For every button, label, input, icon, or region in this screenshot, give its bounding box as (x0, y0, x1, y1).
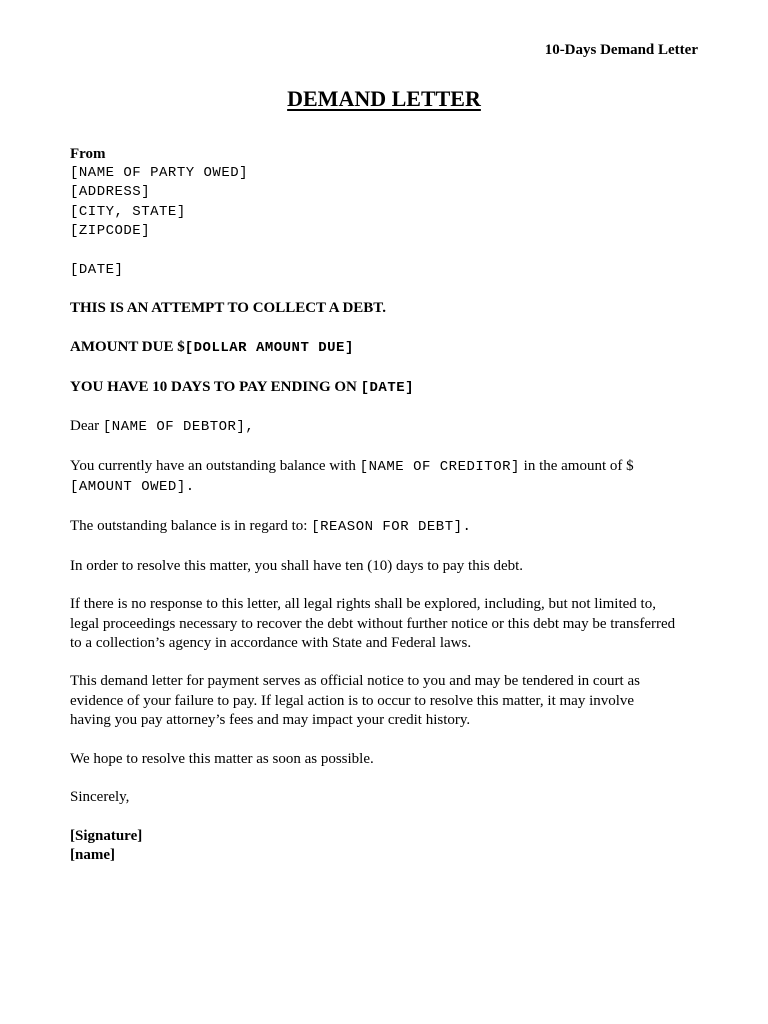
reason-for-debt: [REASON FOR DEBT] (311, 518, 463, 535)
balance-period: . (185, 479, 195, 496)
amount-owed: [AMOUNT OWED] (70, 479, 186, 496)
from-block (70, 145, 700, 241)
salutation-suffix: , (245, 419, 255, 436)
notice-line-1: This demand letter for payment serves as official notice to you and may be tendered in court as (70, 673, 640, 690)
legal-line-3: to a collection’s agency in accordance with State and Federal laws. (70, 634, 472, 651)
amount-due-label: AMOUNT DUE $ (70, 338, 185, 355)
notice-line-3: having you pay attorney’s fees and may impact your credit history. (70, 711, 471, 728)
deadline-value: [DATE] (360, 379, 415, 396)
legal-line-2: legal proceedings necessary to recover the debt without further notice or this debt may be transferred (70, 615, 676, 632)
creditor-name: [NAME OF CREDITOR] (359, 459, 520, 476)
closing: Sincerely, (70, 789, 130, 806)
deadline-label: YOU HAVE 10 DAYS TO PAY ENDING ON (70, 378, 357, 395)
signer-name: [name] (70, 847, 115, 864)
balance-text-b: in the amount of $ (523, 458, 634, 475)
from-city-state: [CITY, STATE] (70, 203, 186, 220)
paragraph-legal (70, 595, 700, 653)
letter-date: [DATE] (70, 261, 124, 278)
salutation (70, 417, 700, 437)
from-address: [ADDRESS] (70, 184, 151, 201)
debtor-name: [NAME OF DEBTOR] (102, 419, 246, 436)
header-label: 10-Days Demand Letter (544, 42, 698, 58)
signature: [Signature] (70, 827, 143, 844)
letter-body (70, 145, 700, 865)
reason-period: . (462, 518, 472, 535)
from-name: [NAME OF PARTY OWED] (70, 165, 249, 182)
page-title: DEMAND LETTER (287, 86, 481, 111)
paragraph-hope: We hope to resolve this matter as soon as possible. (70, 750, 374, 767)
debt-notice: THIS IS AN ATTEMPT TO COLLECT A DEBT. (70, 300, 386, 317)
paragraph-balance (70, 457, 700, 497)
from-zipcode: [ZIPCODE] (70, 222, 151, 239)
signature-block (70, 827, 700, 865)
amount-due (70, 338, 700, 358)
balance-text-a: You currently have an outstanding balance with (70, 458, 356, 475)
paragraph-resolve: In order to resolve this matter, you shall have ten (10) days to pay this debt. (70, 557, 524, 574)
legal-line-1: If there is no response to this letter, all legal rights shall be explored, including, but not limited to, (70, 596, 656, 613)
salutation-prefix: Dear (70, 418, 100, 435)
amount-due-value: [DOLLAR AMOUNT DUE] (184, 339, 354, 356)
reason-text: The outstanding balance is in regard to: (70, 517, 308, 534)
from-label: From (70, 146, 106, 162)
payment-deadline (70, 378, 700, 398)
notice-line-2: evidence of your failure to pay. If legal action is to occur to resolve this matter, it may involve (70, 692, 635, 709)
paragraph-reason (70, 517, 700, 537)
paragraph-official-notice (70, 672, 700, 730)
